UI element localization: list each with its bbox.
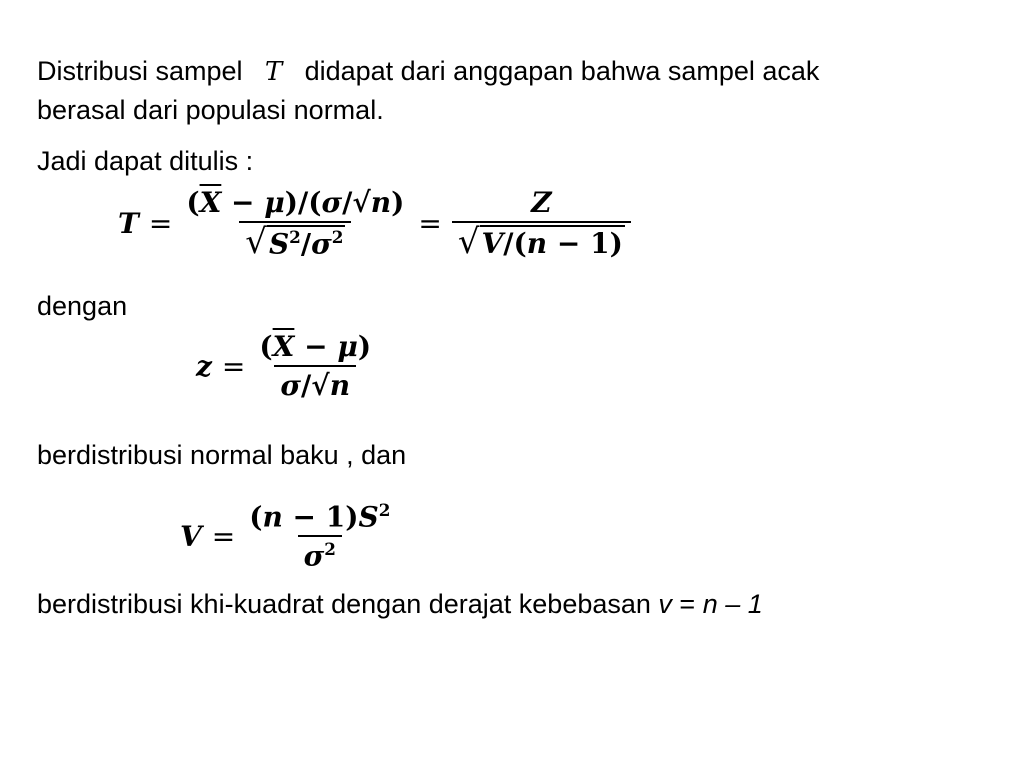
dengan-label: dengan [37, 291, 128, 321]
minus-one: – 1 [717, 589, 763, 619]
normal-baku-line: berdistribusi normal baku , dan [37, 440, 407, 470]
equals-sign: = [671, 589, 703, 619]
t-formula: T = $(\overline{X} - \mu)/(\sigma/√n)$ √ $S^2/\sigma^2$ = Z √ V/(n − 1) [118, 186, 631, 260]
z-formula: z = $\frac{(\overline{X} - \mu)}{\sigma/√n}$ [196, 330, 372, 402]
v-formula: V = $\frac{(n - 1)S^2}{\sigma^2}$ [180, 500, 391, 573]
intro-text-start: Distribusi sampel [37, 56, 243, 86]
var-v: v [658, 589, 672, 619]
intro-line-1 [37, 52, 819, 91]
intro-text-end: didapat dari anggapan bahwa sampel acak [304, 56, 820, 86]
khi-kuadrat-text: berdistribusi khi-kuadrat dengan derajat kebebasan [37, 589, 659, 619]
var-n: n [702, 589, 718, 619]
intro-line-2: berasal dari populasi normal. [37, 95, 384, 125]
khi-kuadrat-line [37, 585, 763, 623]
t-symbol: T [264, 57, 283, 87]
intro-line-3: Jadi dapat ditulis : [37, 146, 254, 176]
